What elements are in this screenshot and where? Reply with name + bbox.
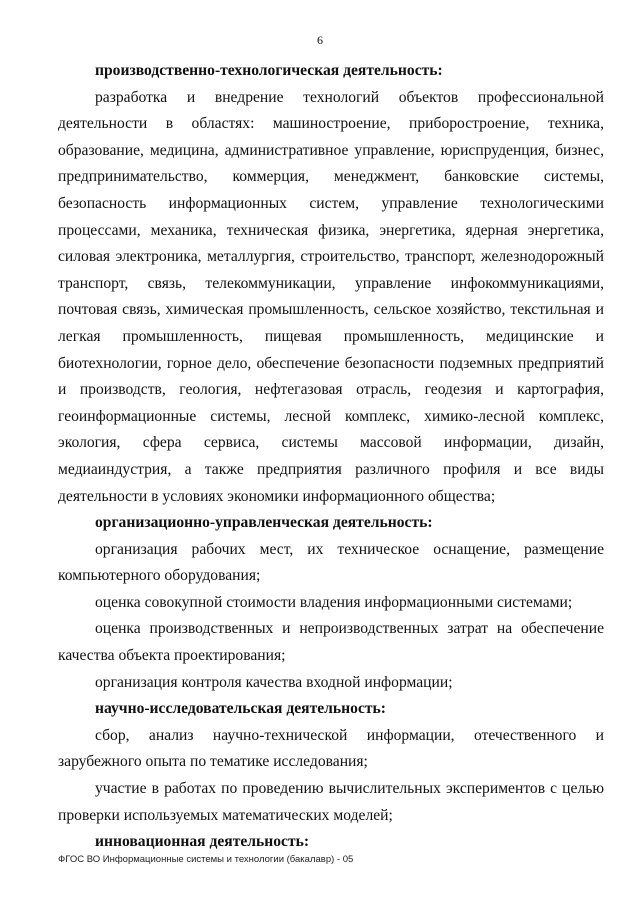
page-footer: ФГОС ВО Информационные системы и технологии (бакалавр) - 05	[58, 854, 354, 865]
document-body	[58, 58, 604, 856]
section-heading-management: организационно-управленческая деятельность:	[95, 514, 433, 532]
paragraph-information-analysis: сбор, анализ научно-технической информации, отечественного и зарубежного опыта по тематике исследования;	[58, 726, 604, 771]
section-heading-production: производственно-технологическая деятельность:	[95, 62, 443, 79]
paragraph-cost-of-ownership: оценка совокупной стоимости владения информационными системами;	[95, 593, 573, 611]
page-number: 6	[317, 33, 323, 47]
section-heading-innovation: инновационная деятельность:	[95, 833, 310, 851]
section-heading-research: научно-исследовательская деятельность:	[95, 700, 386, 718]
paragraph-cost-assessment: оценка производственных и непроизводственных затрат на обеспечение качества объекта проектирования;	[58, 620, 604, 665]
paragraph-production-areas: разработка и внедрение технологий объектов профессиональной деятельности в областях: машиностроение, приборостроение, техника, образование, медицина, административное управление, юриспруденция, бизнес, предпринимательство, коммерция, менеджмент, банковские системы, безопасность информационных систем, управление технологическими процессами, механика, техническая физика, энергетика, ядерная энергетика, силовая электроника, металлургия, строительство, транспорт, железнодорожный транспорт, связь, телекоммуникации, управление инфокоммуникациями, почтовая связь, химическая промышленность, сельское хозяйство, текстильная и легкая промышленность, пищевая промышленность, медицинские и биотехнологии, горное дело, обеспечение безопасности подземных предприятий и производств, геология, нефтегазовая отрасль, геодезия и картография, геоинформационные системы, лесной комплекс, химико-лесной комплекс, экология, сфера сервиса, системы массовой информации, дизайн, медиаиндустрия, а также предприятия различного профиля и все виды деятельности в условиях экономики информационного общества;	[58, 88, 604, 505]
paragraph-quality-control: организация контроля качества входной информации;	[95, 673, 453, 691]
paragraph-computational-experiments: участие в работах по проведению вычислительных экспериментов с целью проверки используемых математических моделей;	[58, 780, 604, 824]
paragraph-workplace-organization: организация рабочих мест, их техническое оснащение, размещение компьютерного оборудования;	[58, 540, 604, 585]
